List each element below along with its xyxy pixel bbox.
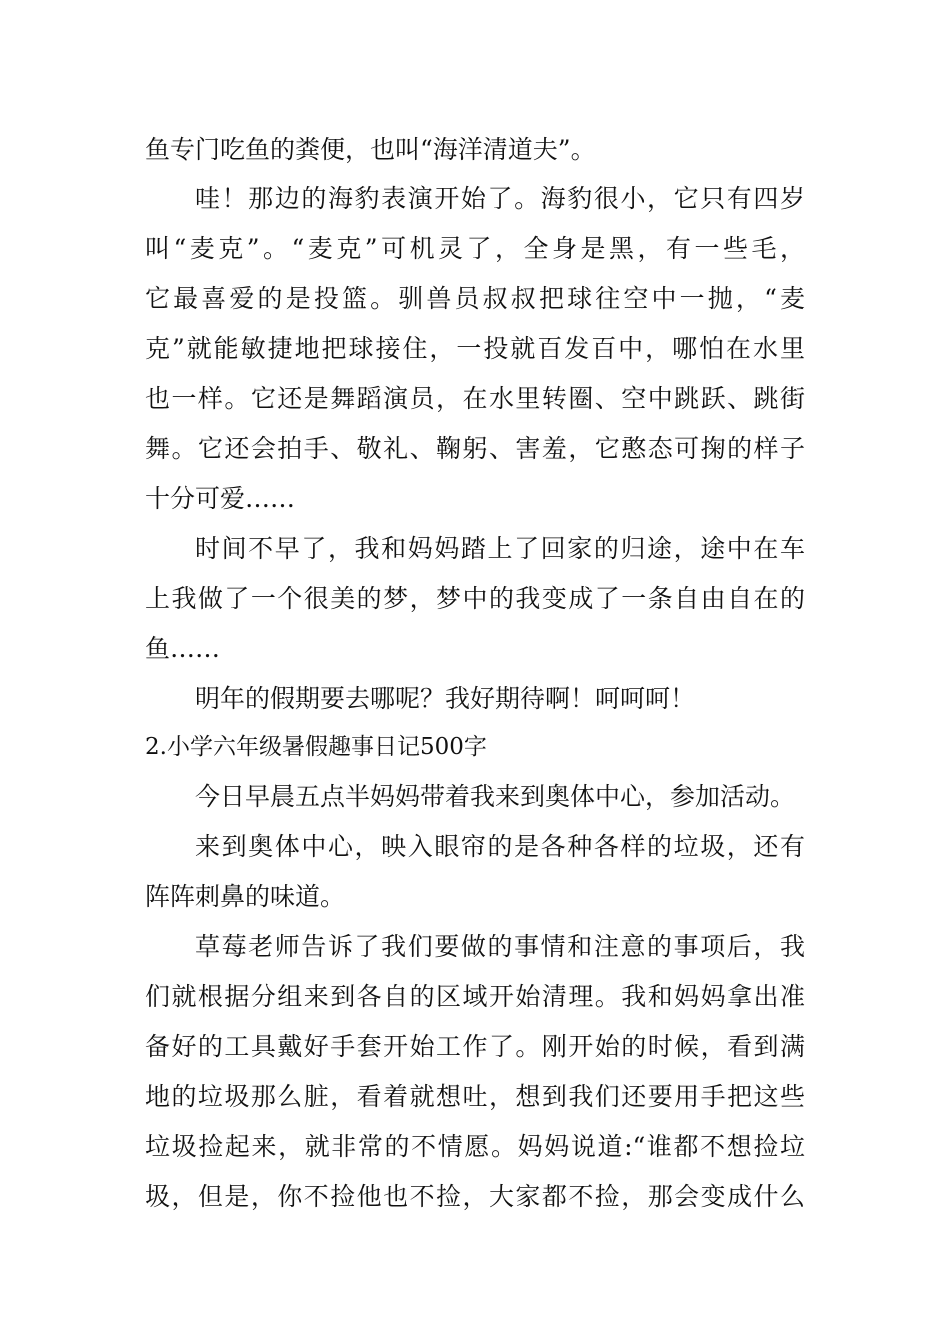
paragraph-line: 鱼专门吃鱼的粪便，也叫“海洋清道夫”。 — [145, 135, 596, 164]
paragraph-line: 它最喜爱的是投篮。驯兽员叔叔把球往空中一抛，“麦 — [145, 284, 805, 313]
paragraph-line: 克”就能敏捷地把球接住，一投就百发百中，哪怕在水里 — [145, 334, 805, 363]
paragraph-line: 明年的假期要去哪呢？我好期待啊！呵呵呵！ — [195, 684, 696, 713]
paragraph-line: 来到奥体中心，映入眼帘的是各种各样的垃圾，还有 — [195, 832, 805, 861]
paragraph-line: 今日早晨五点半妈妈带着我来到奥体中心，参加活动。 — [195, 782, 796, 811]
paragraph-line: 叫“麦克”。“麦克”可机灵了，全身是黑，有一些毛， — [145, 234, 805, 263]
section-heading: 2.小学六年级暑假趣事日记500字 — [145, 734, 487, 760]
paragraph-line: 阵阵刺鼻的味道。 — [145, 882, 346, 911]
paragraph-line: 舞。它还会拍手、敬礼、鞠躬、害羞，它憨态可掬的样子 — [145, 434, 805, 463]
paragraph-line: 草莓老师告诉了我们要做的事情和注意的事项后，我 — [195, 932, 805, 961]
paragraph-line: 圾，但是，你不捡他也不捡，大家都不捡，那会变成什么 — [145, 1182, 805, 1211]
paragraph-line: 鱼…… — [145, 634, 221, 663]
paragraph-line: 哇！那边的海豹表演开始了。海豹很小，它只有四岁 — [195, 184, 805, 213]
paragraph-line: 时间不早了，我和妈妈踏上了回家的归途，途中在车 — [195, 534, 805, 563]
paragraph-line: 垃圾捡起来，就非常的不情愿。妈妈说道:“谁都不想捡垃 — [145, 1132, 805, 1161]
paragraph-line: 地的垃圾那么脏，看着就想吐，想到我们还要用手把这些 — [145, 1082, 805, 1111]
paragraph-line: 上我做了一个很美的梦，梦中的我变成了一条自由自在的 — [145, 584, 805, 613]
paragraph-line: 也一样。它还是舞蹈演员，在水里转圈、空中跳跃、跳街 — [145, 384, 805, 413]
paragraph-line: 备好的工具戴好手套开始工作了。刚开始的时候，看到满 — [145, 1032, 805, 1061]
paragraph-line: 们就根据分组来到各自的区域开始清理。我和妈妈拿出准 — [145, 982, 805, 1011]
paragraph-line: 十分可爱…… — [145, 484, 296, 513]
